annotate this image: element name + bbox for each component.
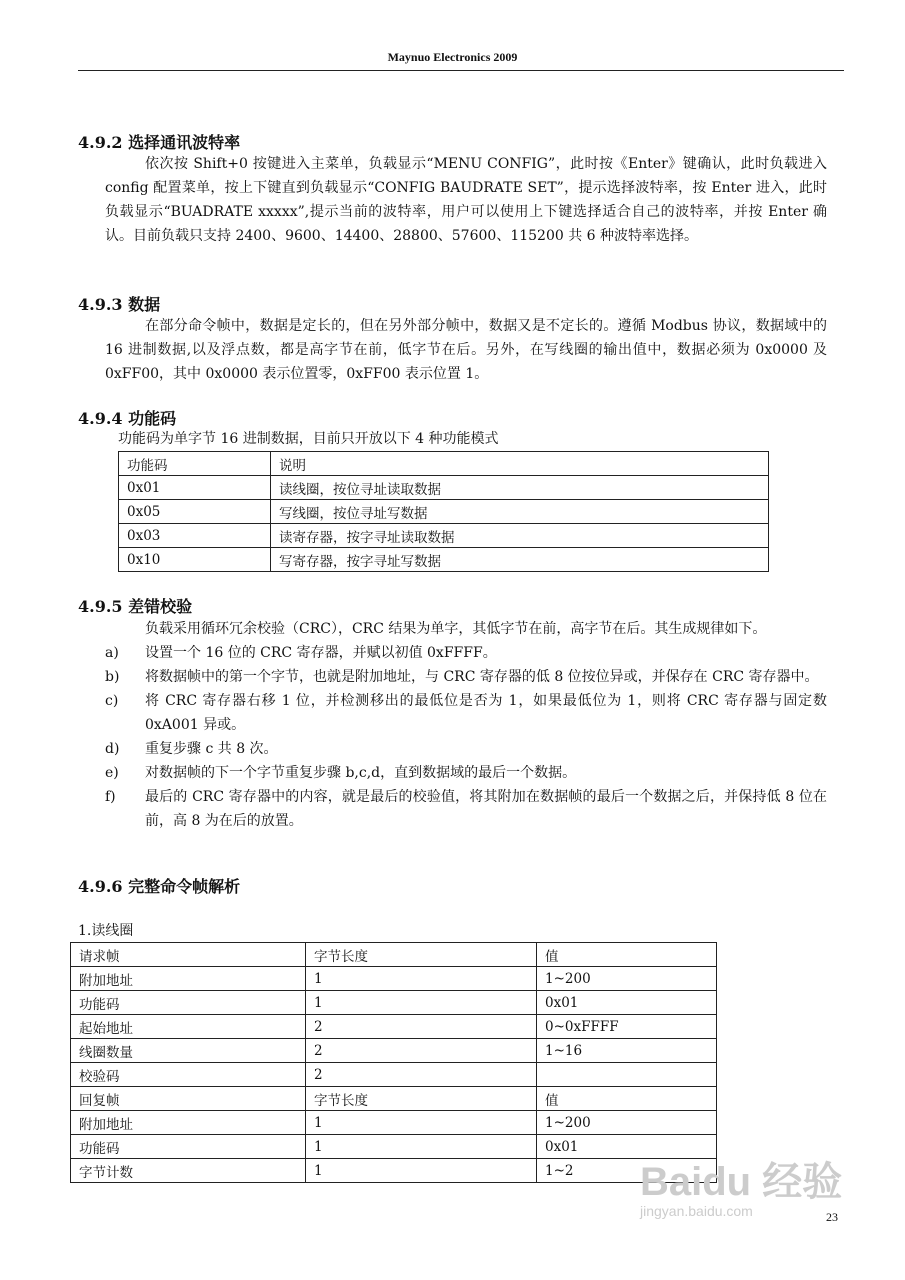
table-cell: 0x10 [119, 548, 271, 572]
table-cell: 2 [306, 1015, 537, 1039]
paragraph-crc: 负载采用循环冗余校验（CRC），CRC 结果为单字，其低字节在前，高字节在后。其生成规律如下。 [145, 621, 767, 637]
heading-4-9-2: 4.9.2 选择通讯波特率 [78, 133, 241, 152]
table-cell: 功能码 [71, 991, 306, 1015]
table-cell: 写寄存器，按字寻址写数据 [271, 548, 769, 572]
list-text: 对数据帧的下一个字节重复步骤 b,c,d，直到数据域的最后一个数据。 [145, 765, 577, 781]
list-marker: d) [105, 741, 120, 757]
table-row [71, 1087, 717, 1111]
table-cell: 校验码 [71, 1063, 306, 1087]
table-cell: 说明 [271, 452, 769, 476]
page-header: Maynuo Electronics 2009 [387, 50, 518, 64]
table-row [119, 500, 769, 524]
table-row [71, 943, 717, 967]
list-item [105, 641, 827, 665]
table-cell: 0~0xFFFF [537, 1015, 717, 1039]
table-cell: 线圈数量 [71, 1039, 306, 1063]
table-row [71, 967, 717, 991]
crc-steps-list [105, 641, 827, 833]
table-row [119, 476, 769, 500]
table-cell: 功能码 [71, 1135, 306, 1159]
header-divider [78, 70, 844, 71]
table-row [119, 548, 769, 572]
table-cell: 1 [306, 967, 537, 991]
list-item [105, 761, 827, 785]
table-cell: 2 [306, 1063, 537, 1087]
table-cell: 请求帧 [71, 943, 306, 967]
table-cell: 2 [306, 1039, 537, 1063]
subheading-read-coil: 1.读线圈 [78, 923, 134, 939]
table-row [71, 1135, 717, 1159]
table-cell: 1~200 [537, 1111, 717, 1135]
list-item [105, 785, 827, 833]
page-number: 23 [826, 1210, 838, 1224]
table-cell: 回复帧 [71, 1087, 306, 1111]
table-row [119, 524, 769, 548]
table-cell: 1 [306, 1111, 537, 1135]
list-text: 将数据帧中的第一个字节，也就是附加地址，与 CRC 寄存器的低 8 位按位异或，并保存在 CRC 寄存器中。 [145, 669, 819, 685]
table-cell: 写线圈，按位寻址写数据 [271, 500, 769, 524]
table-cell: 0x05 [119, 500, 271, 524]
table-cell: 1 [306, 1135, 537, 1159]
table-row [119, 452, 769, 476]
table-cell: 起始地址 [71, 1015, 306, 1039]
read-coil-table [70, 942, 717, 1183]
table-cell: 1 [306, 991, 537, 1015]
table-cell: 0x01 [537, 991, 717, 1015]
list-marker: c) [105, 693, 119, 709]
list-marker: b) [105, 669, 120, 685]
heading-4-9-4: 4.9.4 功能码 [78, 409, 177, 428]
table-cell: 值 [537, 943, 717, 967]
function-code-intro: 功能码为单字节 16 进制数据，目前只开放以下 4 种功能模式 [118, 431, 499, 447]
heading-4-9-3: 4.9.3 数据 [78, 295, 161, 314]
table-row [71, 1063, 717, 1087]
table-cell [537, 1063, 717, 1087]
table-cell: 字节长度 [306, 943, 537, 967]
list-marker: a) [105, 645, 119, 661]
table-cell: 1~16 [537, 1039, 717, 1063]
table-cell: 附加地址 [71, 1111, 306, 1135]
list-marker: f) [105, 789, 116, 805]
heading-4-9-6: 4.9.6 完整命令帧解析 [78, 877, 241, 896]
list-item [105, 737, 827, 761]
list-item [105, 665, 827, 689]
table-row [71, 1111, 717, 1135]
table-cell: 0x01 [119, 476, 271, 500]
table-cell: 0x01 [537, 1135, 717, 1159]
table-cell: 功能码 [119, 452, 271, 476]
list-marker: e) [105, 765, 119, 781]
list-item [105, 689, 827, 737]
table-row [71, 1039, 717, 1063]
table-row [71, 1159, 717, 1183]
table-cell: 值 [537, 1087, 717, 1111]
table-cell: 1 [306, 1159, 537, 1183]
list-text: 设置一个 16 位的 CRC 寄存器，并赋以初值 0xFFFF。 [145, 645, 497, 661]
table-cell: 字节计数 [71, 1159, 306, 1183]
table-row [71, 991, 717, 1015]
table-row [71, 1015, 717, 1039]
table-cell: 1~2 [537, 1159, 717, 1183]
heading-4-9-5: 4.9.5 差错校验 [78, 597, 193, 616]
baidu-watermark: Baidu 经验 jingyan.baidu.com [640, 1160, 843, 1219]
list-text: 最后的 CRC 寄存器中的内容，就是最后的校验值，将其附加在数据帧的最后一个数据之后，并保持低 8 位在前，高 8 为在后的放置。 [145, 789, 827, 829]
table-cell: 1~200 [537, 967, 717, 991]
table-cell: 读线圈，按位寻址读取数据 [271, 476, 769, 500]
table-cell: 读寄存器，按字寻址读取数据 [271, 524, 769, 548]
table-cell: 字节长度 [306, 1087, 537, 1111]
function-code-table [118, 451, 769, 572]
paragraph-baudrate: 依次按 Shift+0 按键进入主菜单，负载显示“MENU CONFIG”，此时按《Enter》键确认，此时负载进入 config 配置菜单，按上下键直到负载显示“CONFIG BAUDRATE SET”，提示选择波特率，按 Enter 进入，此时负载显示“BUADRATE xxxxx”,提示当前的波特率，用户可以使用上下键选择适合自己的波特率，并按 Enter 确认。目前负载只支持 2400、9600、14400、28800、57600、115200 共 6 种波特率选择。 [105, 156, 827, 244]
list-text: 将 CRC 寄存器右移 1 位，并检测移出的最低位是否为 1，如果最低位为 1，则将 CRC 寄存器与固定数 0xA001 异或。 [145, 693, 827, 733]
table-cell: 0x03 [119, 524, 271, 548]
list-text: 重复步骤 c 共 8 次。 [145, 741, 278, 757]
paragraph-data: 在部分命令帧中，数据是定长的，但在另外部分帧中，数据又是不定长的。遵循 Modbus 协议，数据域中的 16 进制数据,以及浮点数，都是高字节在前，低字节在后。另外，在写线圈的输出值中，数据必须为 0x0000 及 0xFF00，其中 0x0000 表示位置零，0xFF00 表示位置 1。 [105, 318, 827, 382]
table-cell: 附加地址 [71, 967, 306, 991]
